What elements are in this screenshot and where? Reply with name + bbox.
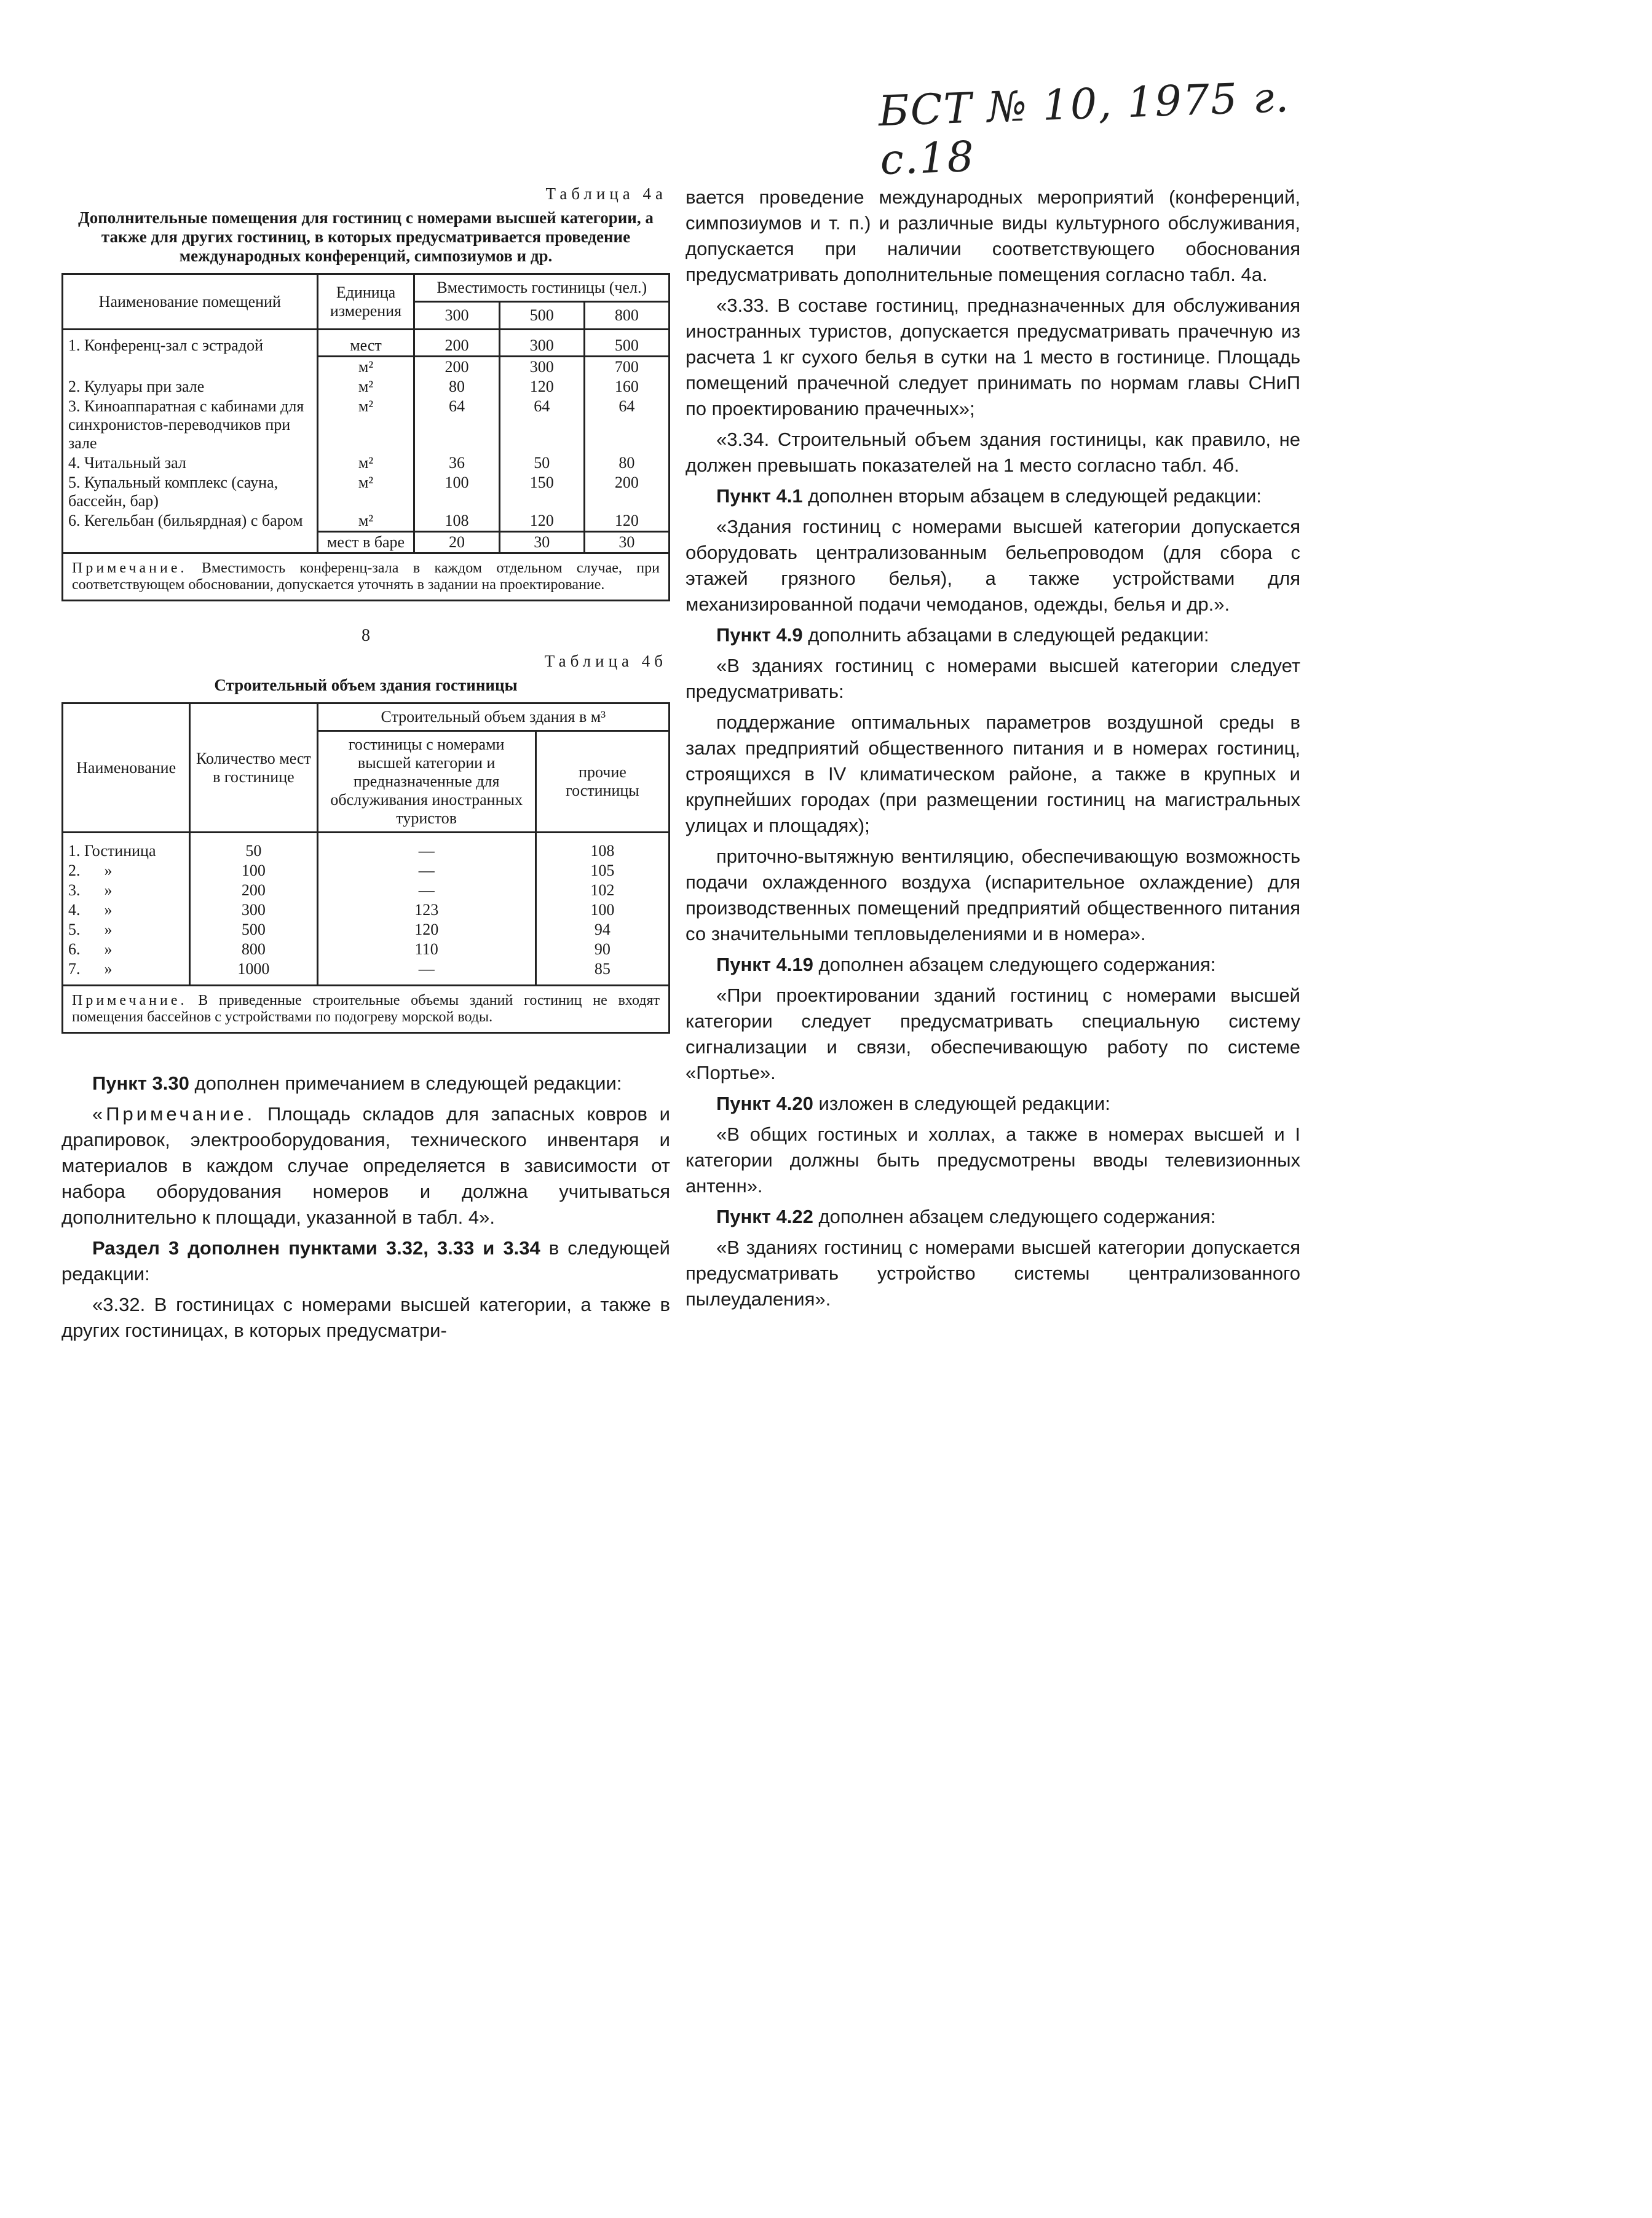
cell-volume-b: 100 [536,900,669,920]
note-label: Примечание. [72,992,188,1008]
cell-value: 120 [499,511,584,532]
cell-name: 1. Конференц-зал с эстрадой [63,330,318,357]
paragraph: «В общих гостиных и холлах, а также в номерах высшей и I категории должны быть предусмотрены вводы телевизионных антенн». [686,1123,1300,1197]
paragraph: «3.34. Строительный объем здания гостиницы, как правило, не должен превышать показателей на 1 место согласно табл. 4б. [686,429,1300,476]
paragraph: дополнен примечанием в следующей редакции: [189,1072,622,1094]
cell-name: 1. Гостиница [63,833,190,861]
paragraph: изложен в следующей редакции: [813,1093,1110,1114]
paragraph: поддержание оптимальных параметров воздушной среды в залах предприятий общественного питания и в номерах гостиниц, строящихся в IV климатическом районе, а также в крупных и крупнейших городах (при размещении гостиниц на магистральных улицах и площадях); [686,711,1300,836]
cell-value: 30 [499,532,584,553]
table-row [63,940,670,959]
cell-value: 700 [584,357,669,378]
table-row [63,861,670,881]
table-4b-caption: Таблица 4б [544,652,667,670]
table-4b-head-name: Наименование [63,703,190,833]
cell-value: 300 [499,330,584,357]
cell-volume-a: 123 [317,900,536,920]
cell-places: 1000 [190,959,317,986]
cell-name: 5. » [63,920,190,940]
paragraph-bold: Раздел 3 дополнен пунктами 3.32, 3.33 и 3.34 [92,1237,540,1259]
table-row [63,377,670,397]
cell-name: 4. » [63,900,190,920]
cell-volume-a: — [317,833,536,861]
note-text: Вместимость конференц-зала в каждом отдельном случае, при соответствующем обосновании, допускается уточнять в задании на проектирование. [72,560,660,593]
paragraph-bold: Пункт 4.19 [716,954,813,975]
table-row [63,397,670,453]
cell-volume-b: 85 [536,959,669,986]
note-text: В приведенные строительные объемы зданий гостиниц не входят помещения бассейнов с устройствами по подогреву морской воды. [72,992,660,1025]
table-row [63,833,670,861]
paragraph-bold: Пункт 3.30 [92,1072,189,1094]
paragraph: дополнен абзацем следующего содержания: [813,954,1216,975]
cell-value: 64 [584,397,669,453]
note-label: «Примечание. [92,1103,256,1125]
cell-volume-a: — [317,881,536,900]
table-4a-head-col: 500 [499,302,584,330]
cell-value: 64 [499,397,584,453]
cell-name: 4. Читальный зал [63,453,318,473]
table-row [63,881,670,900]
cell-unit: м² [317,453,414,473]
left-column [61,184,670,1349]
paragraph: в следующей редакции: [61,1237,670,1285]
cell-value: 200 [584,473,669,511]
table-4b-head-col1: гостиницы с номерами высшей категории и предназначенные для обслуживания иностранных туристов [317,731,536,833]
cell-volume-a: — [317,861,536,881]
cell-volume-b: 94 [536,920,669,940]
table-4a-head-name: Наименование помещений [63,274,318,330]
cell-unit: мест [317,330,414,357]
table-4b-head-col2: прочие гостиницы [536,731,669,833]
cell-volume-b: 105 [536,861,669,881]
paragraph: «Здания гостиниц с номерами высшей категории допускается оборудовать централизованным бельепроводом (для сбора с этажей грязного белья), а также устройствами для механизированной подачи чемоданов, одежды, белья и др.». [686,516,1300,615]
cell-value: 200 [414,330,499,357]
table-4b-head-volume: Строительный объем здания в м³ [317,703,669,731]
paragraph: «3.33. В составе гостиниц, предназначенных для обслуживания иностранных туристов, допускается предусматривать прачечную из расчета 1 кг сухого белья в сутки на 1 место в гостинице. Площадь помещений прачечной следует принимать по нормам главы СНиП по проектированию прачечных»; [686,295,1300,419]
table-4a-note [63,553,670,601]
paragraph-bold: Пункт 4.9 [716,624,803,646]
table-row [63,511,670,532]
table-row [63,473,670,511]
cell-value: 36 [414,453,499,473]
table-4a [61,273,670,601]
cell-name: 3. Киноаппаратная с кабинами для синхронистов-переводчиков при зале [63,397,318,453]
cell-unit: м² [317,511,414,532]
cell-volume-a: 110 [317,940,536,959]
table-4b-title: Строительный объем здания гостиницы [214,676,518,694]
cell-value: 300 [499,357,584,378]
table-4a-caption: Таблица 4а [545,184,667,203]
page-number: 8 [362,626,370,645]
table-row [63,532,670,553]
paragraph: приточно-вытяжную вентиляцию, обеспечивающую возможность подачи охлажденного воздуха (испарительное охлаждение) для производственных помещений предприятий общественного питания со значительными тепловыделениями и в номера». [686,846,1300,945]
cell-value: 160 [584,377,669,397]
cell-volume-b: 90 [536,940,669,959]
cell-value: 30 [584,532,669,553]
paragraph: дополнен вторым абзацем в следующей редакции: [802,485,1262,507]
right-column [686,184,1300,1317]
cell-places: 500 [190,920,317,940]
left-body-text [61,1071,670,1344]
cell-value: 120 [499,377,584,397]
table-row [63,357,670,378]
cell-value: 200 [414,357,499,378]
table-row [63,330,670,357]
table-row [63,959,670,986]
table-row [63,900,670,920]
paragraph: Площадь складов для запасных ковров и драпировок, электрооборудования, технического инвентаря и материалов в каждом случае определяется в зависимости от набора оборудования номеров и должна учитываться дополнительно к площади, указанной в табл. 4». [61,1103,670,1228]
paragraph: «В зданиях гостиниц с номерами высшей категории допускается предусматривать устройство системы централизованного пылеудаления». [686,1237,1300,1310]
paragraph: дополнить абзацами в следующей редакции: [802,624,1209,646]
cell-value: 80 [414,377,499,397]
handwritten-reference: БСТ № 10, 1975 г. с.18 [877,73,1291,185]
cell-unit: мест в баре [317,532,414,553]
cell-value: 500 [584,330,669,357]
cell-value: 120 [584,511,669,532]
cell-name: 3. » [63,881,190,900]
paragraph-bold: Пункт 4.22 [716,1206,813,1227]
cell-value: 64 [414,397,499,453]
paragraph-bold: Пункт 4.20 [716,1093,813,1114]
table-4a-head-unit: Единица измерения [317,274,414,330]
cell-name: 6. Кегельбан (бильярдная) с баром [63,511,318,532]
cell-volume-b: 102 [536,881,669,900]
cell-value: 100 [414,473,499,511]
paragraph: «При проектировании зданий гостиниц с номерами высшей категории следует предусматривать специальную систему сигнализации и связи, обеспечивающую работу по системе «Портье». [686,984,1300,1083]
cell-name: 2. » [63,861,190,881]
table-4a-head-col: 800 [584,302,669,330]
cell-value: 80 [584,453,669,473]
table-4b-note [63,986,670,1033]
right-body-text [686,184,1300,1312]
cell-value: 150 [499,473,584,511]
cell-value: 50 [499,453,584,473]
cell-name [63,357,318,378]
cell-unit: м² [317,397,414,453]
table-row [63,453,670,473]
cell-volume-a: 120 [317,920,536,940]
cell-value: 20 [414,532,499,553]
paragraph: «В зданиях гостиниц с номерами высшей категории следует предусматривать: [686,655,1300,702]
cell-places: 50 [190,833,317,861]
table-4a-head-capacity: Вместимость гостиницы (чел.) [414,274,670,302]
cell-volume-b: 108 [536,833,669,861]
cell-unit: м² [317,357,414,378]
cell-value: 108 [414,511,499,532]
cell-name: 7. » [63,959,190,986]
cell-name: 2. Кулуары при зале [63,377,318,397]
cell-unit: м² [317,377,414,397]
paragraph: дополнен абзацем следующего содержания: [813,1206,1216,1227]
cell-volume-a: — [317,959,536,986]
note-label: Примечание. [72,560,188,576]
table-4b-head-places: Количество мест в гостинице [190,703,317,833]
table-4a-head-col: 300 [414,302,499,330]
table-4a-title: Дополнительные помещения для гостиниц с номерами высшей категории, а также для других гостиниц, в которых предусматривается проведение международных конференций, симпозиумов и др. [78,208,654,265]
paragraph: вается проведение международных мероприятий (конференций, симпозиумов и т. п.) и различные виды культурного обслуживания, допускается при наличии соответствующего обоснования предусматривать дополнительные помещения согласно табл. 4а. [686,186,1300,285]
table-row [63,920,670,940]
paragraph: «3.32. В гостиницах с номерами высшей категории, а также в других гостиницах, в которых предусматри- [61,1294,670,1341]
cell-name [63,532,318,553]
cell-name: 6. » [63,940,190,959]
cell-places: 300 [190,900,317,920]
cell-places: 200 [190,881,317,900]
cell-name: 5. Купальный комплекс (сауна, бассейн, бар) [63,473,318,511]
cell-places: 800 [190,940,317,959]
paragraph-bold: Пункт 4.1 [716,485,803,507]
cell-unit: м² [317,473,414,511]
table-4b [61,702,670,1034]
cell-places: 100 [190,861,317,881]
